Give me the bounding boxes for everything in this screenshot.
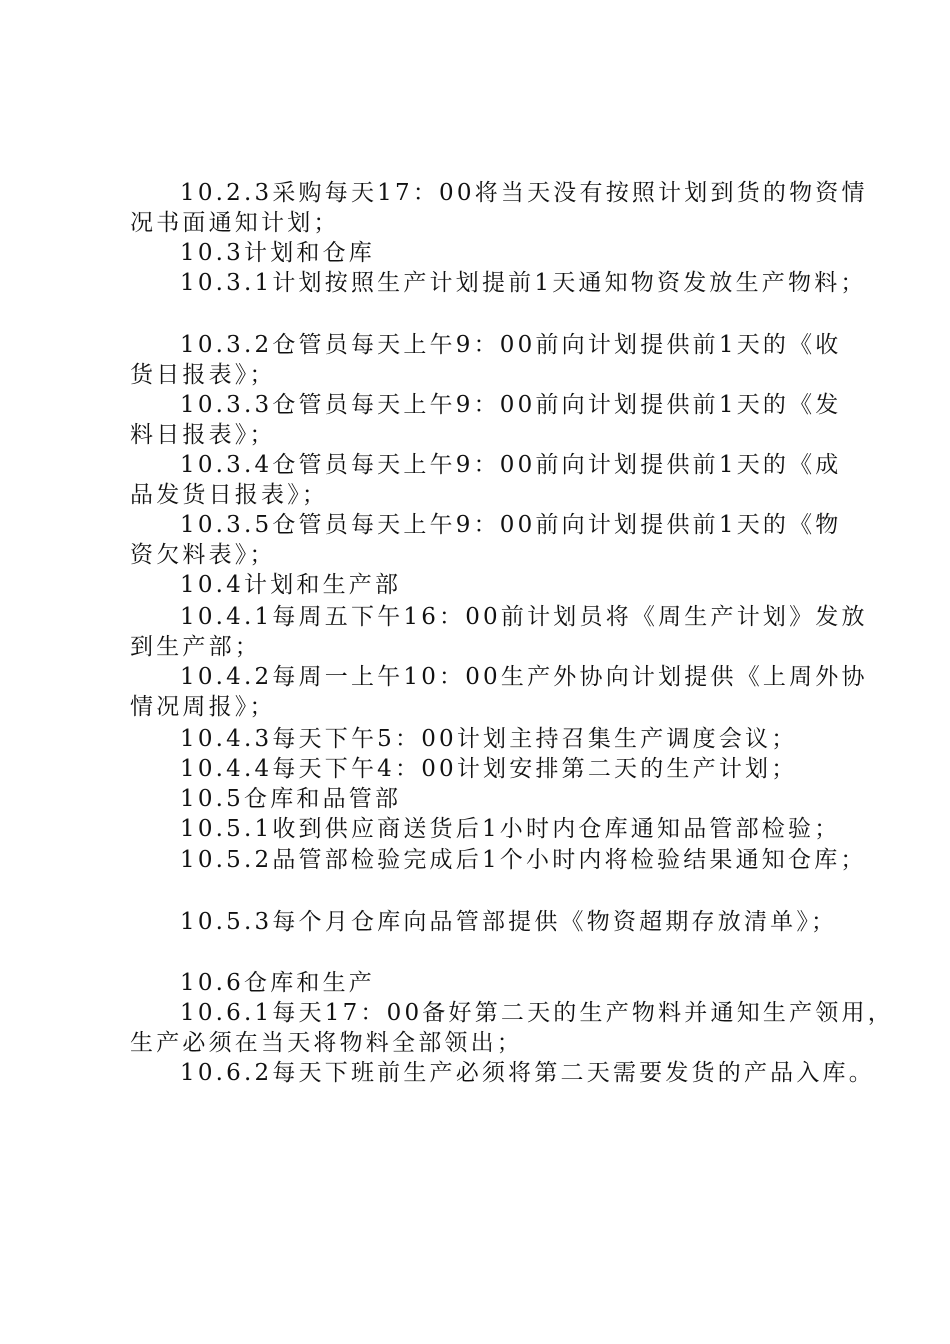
paragraph-10-4-2-line-2: 情况周报》； (130, 694, 276, 720)
paragraph-10-4-1-line-1: 10.4.1每周五下午16：00前计划员将《周生产计划》发放 (180, 604, 868, 630)
paragraph-10-6-1-line-1: 10.6.1每天17：00备好第二天的生产物料并通知生产领用， (180, 1000, 894, 1026)
paragraph-10-2-3-line-1: 10.2.3采购每天17：00将当天没有按照计划到货的物资情 (180, 180, 868, 206)
paragraph-10-3-5-line-1: 10.3.5仓管员每天上午9：00前向计划提供前1天的《物 (180, 512, 842, 538)
paragraph-10-3-2-line-2: 货日报表》； (130, 362, 276, 388)
paragraph-10-3-3-line-1: 10.3.3仓管员每天上午9：00前向计划提供前1天的《发 (180, 392, 842, 418)
paragraph-10-5-2: 10.5.2品管部检验完成后1个小时内将检验结果通知仓库； (180, 847, 867, 873)
paragraph-10-3-2-line-1: 10.3.2仓管员每天上午9：00前向计划提供前1天的《收 (180, 332, 842, 358)
paragraph-10-4-1-line-2: 到生产部； (130, 634, 261, 660)
paragraph-10-4-4: 10.4.4每天下午4：00计划安排第二天的生产计划； (180, 756, 798, 782)
paragraph-10-2-3-line-2: 况书面通知计划； (130, 210, 340, 236)
paragraph-10-4-2-line-1: 10.4.2每周一上午10：00生产外协向计划提供《上周外协 (180, 664, 868, 690)
section-heading-10-5: 10.5仓库和品管部 (180, 786, 402, 812)
paragraph-10-3-4-line-1: 10.3.4仓管员每天上午9：00前向计划提供前1天的《成 (180, 452, 842, 478)
paragraph-10-4-3: 10.4.3每天下午5：00计划主持召集生产调度会议； (180, 726, 798, 752)
paragraph-10-3-3-line-2: 料日报表》； (130, 422, 276, 448)
section-heading-10-6: 10.6仓库和生产 (180, 970, 376, 996)
paragraph-10-3-4-line-2: 品发货日报表》； (130, 482, 329, 508)
paragraph-10-6-2: 10.6.2每天下班前生产必须将第二天需要发货的产品入库。 (180, 1060, 875, 1086)
paragraph-10-5-1: 10.5.1收到供应商送货后1小时内仓库通知品管部检验； (180, 816, 841, 842)
paragraph-10-3-5-line-2: 资欠料表》； (130, 542, 276, 568)
paragraph-10-6-1-line-2: 生产必须在当天将物料全部领出； (130, 1030, 523, 1056)
section-heading-10-3: 10.3计划和仓库 (180, 240, 376, 266)
section-heading-10-4: 10.4计划和生产部 (180, 572, 402, 598)
paragraph-10-3-1: 10.3.1计划按照生产计划提前1天通知物资发放生产物料； (180, 270, 867, 296)
paragraph-10-5-3: 10.5.3每个月仓库向品管部提供《物资超期存放清单》； (180, 909, 838, 935)
